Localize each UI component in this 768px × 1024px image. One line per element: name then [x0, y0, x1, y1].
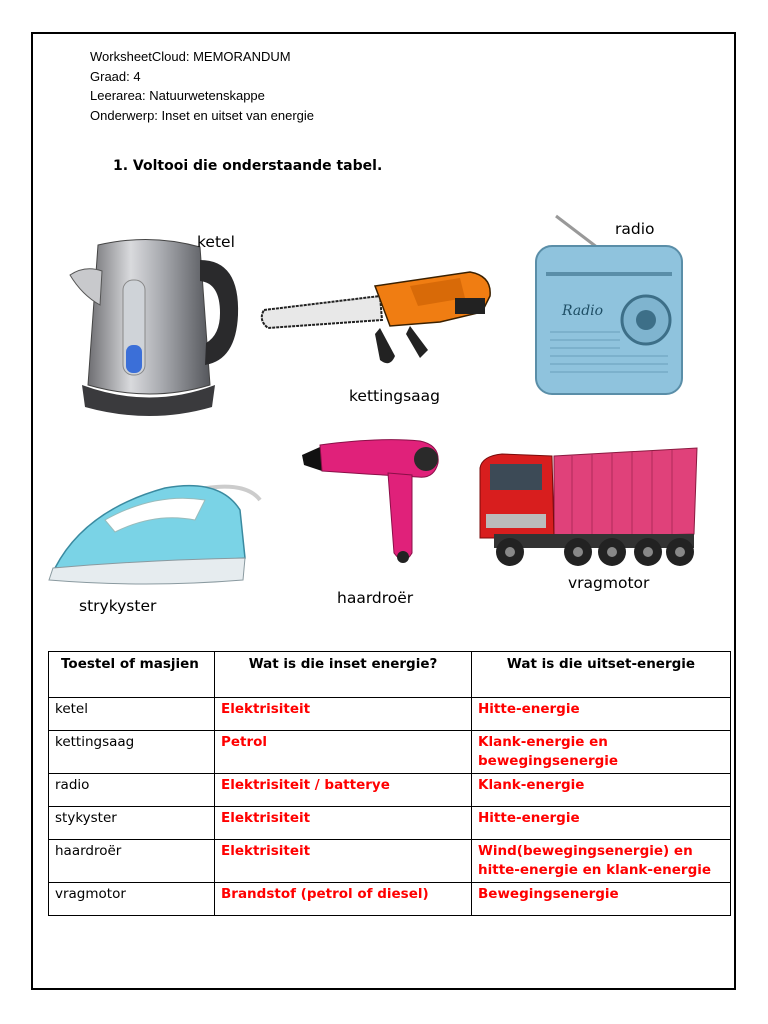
cell-input: Elektrisiteit: [215, 807, 472, 840]
worksheet-header: [90, 47, 314, 125]
cell-input: Brandstof (petrol of diesel): [215, 883, 472, 916]
hairdryer-image: [300, 433, 442, 573]
cell-device: stykyster: [49, 807, 215, 840]
header-title: WorksheetCloud: MEMORANDUM: [90, 49, 291, 64]
cell-output: Klank-energie en bewegingsenergie: [472, 731, 731, 774]
iron-image: [45, 470, 270, 595]
table-row: [49, 807, 731, 840]
label-vragmotor: vragmotor: [568, 574, 650, 592]
header-learning-area: Leerarea: Natuurwetenskappe: [90, 88, 265, 103]
label-haardroer: haardroër: [337, 589, 414, 607]
table-row: [49, 698, 731, 731]
table-header-row: [49, 652, 731, 698]
label-strykyster: strykyster: [79, 597, 157, 615]
cell-output: Hitte-energie: [472, 698, 731, 731]
cell-output: Hitte-energie: [472, 807, 731, 840]
cell-output: Wind(bewegingsenergie) en hitte-energie en klank-energie: [472, 840, 731, 883]
cell-input: Elektrisiteit: [215, 698, 472, 731]
cell-device: radio: [49, 774, 215, 807]
cell-device: haardroër: [49, 840, 215, 883]
radio-image: [528, 212, 690, 397]
label-ketel: ketel: [197, 233, 235, 251]
table-row: [49, 731, 731, 774]
truck-image: [472, 442, 700, 574]
cell-device: kettingsaag: [49, 731, 215, 774]
question-text: 1. Voltooi die onderstaande tabel.: [113, 158, 383, 174]
cell-input: Petrol: [215, 731, 472, 774]
header-topic: Onderwerp: Inset en uitset van energie: [90, 107, 315, 123]
cell-input: Elektrisiteit: [215, 840, 472, 883]
table-row: [49, 840, 731, 883]
label-kettingsaag: kettingsaag: [349, 387, 440, 405]
table-row: [49, 774, 731, 807]
cell-output: Klank-energie: [472, 774, 731, 807]
radio-brand-text: Radio: [562, 303, 604, 319]
cell-input: Elektrisiteit / batterye: [215, 774, 472, 807]
cell-output: Bewegingsenergie: [472, 883, 731, 916]
kettle-image: [60, 235, 240, 420]
header-output-energy: Wat is die uitset-energie: [472, 652, 731, 698]
label-radio: radio: [615, 220, 655, 238]
chainsaw-image: [260, 268, 495, 373]
header-grade: Graad: 4: [90, 68, 141, 84]
cell-device: vragmotor: [49, 883, 215, 916]
header-input-energy: Wat is die inset energie?: [215, 652, 472, 698]
table-row: [49, 883, 731, 916]
cell-device: ketel: [49, 698, 215, 731]
header-device: Toestel of masjien: [49, 652, 215, 698]
energy-table: [48, 651, 731, 916]
